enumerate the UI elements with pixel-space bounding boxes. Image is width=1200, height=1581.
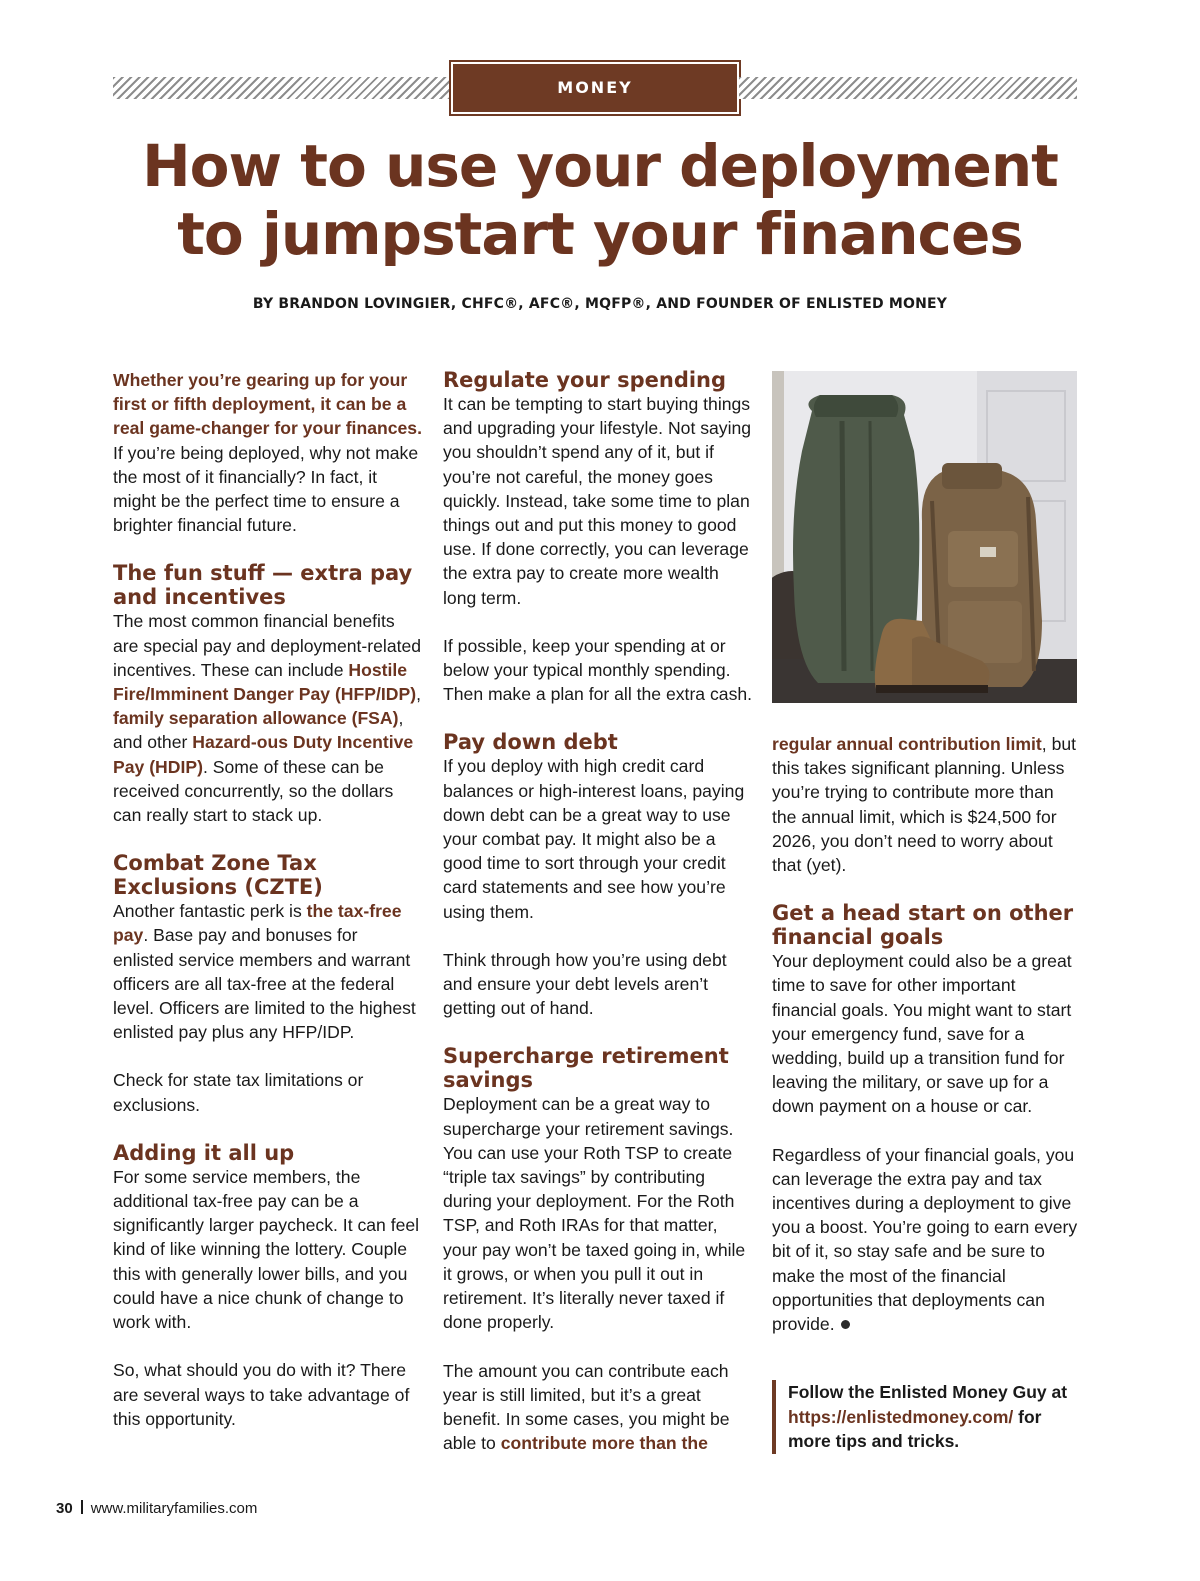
- column-3: [772, 368, 1082, 1360]
- section-label: MONEY: [453, 64, 737, 112]
- debt-paragraph-2: Think through how you’re using debt and ensure your debt levels aren’t getting out of hand.: [443, 949, 727, 1019]
- heading-czte: Combat Zone Tax Exclusions (CZTE): [113, 851, 323, 900]
- footer-divider: [81, 1500, 83, 1514]
- goals-paragraph-2: [772, 1143, 1082, 1337]
- text-run: , but this takes significant planning. Unless you’re trying to contribute more than the annual limit, which is $24,500 for 2026, you don’t need to worry about that (yet).: [772, 734, 1077, 876]
- text-run: , and other: [113, 708, 404, 753]
- hatch-divider-right: [739, 77, 1077, 99]
- text-run: . Base pay and bonuses for enlisted service members and warrant officers are all tax-free at the federal level. Officers are limited to the highest enlisted pay plus any HFP/IDP.: [113, 925, 416, 1043]
- regulate-paragraph-1: It can be tempting to start buying things and upgrading your lifestyle. Not saying you shouldn’t spend any of it, but if you’re not careful, the money goes quickly. Instead, take some time to plan things out and put this money to good use. If done correctly, you can leverage the extra pay to create more wealth long term.: [443, 394, 752, 608]
- adding-paragraph-2: So, what should you do with it? There are several ways to take advantage of this opportunity.: [113, 1360, 410, 1429]
- goals-paragraph-1: Your deployment could also be a great time to save for other important financial goals. You might want to start your emergency fund, save for a wedding, build up a transition fund for leaving the military, or save up for a down payment on a house or car.: [772, 951, 1072, 1117]
- article-headline: [60, 132, 1140, 268]
- text-run: Regardless of your financial goals, you can leverage the extra pay and tax incentives during a deployment to give you a boost. You’re going to earn every bit of it, so stay safe and be sure to make the most of the financial opportunities that deployments can provide.: [772, 1144, 1078, 1335]
- fun-stuff-paragraph: [113, 609, 423, 827]
- text-run: Another fantastic perk is: [113, 901, 307, 922]
- follow-callout: [772, 1380, 1077, 1454]
- retire-paragraph-2: [443, 1359, 753, 1456]
- czte-paragraph-2: Check for state tax limitations or exclusions.: [113, 1070, 364, 1115]
- page-number: 30: [56, 1500, 73, 1517]
- intro-paragraph: [113, 368, 423, 537]
- adding-paragraph-1: For some service members, the additional tax-free pay can be a significantly larger paycheck. It can feel kind of like winning the lottery. Couple this with generally lower bills, and you could have a nice chunk of change to work with.: [113, 1166, 420, 1333]
- retire-paragraph-1: Deployment can be a great way to supercharge your retirement savings. You can use your Roth TSP to create “triple tax savings” by contributing during your deployment. For the Roth TSP, and Roth IRAs for that matter, your pay won’t be taxed going in, while it grows, or when you pull it out in retirement. It’s literally never taxed if done properly.: [443, 1094, 746, 1333]
- column-1: [113, 368, 423, 1455]
- hatch-divider-left: [113, 77, 451, 99]
- link-hdip[interactable]: Hazard-ous Duty Incentive Pay (HDIP): [113, 732, 414, 777]
- link-contribute-more[interactable]: contribute more than the: [500, 1433, 708, 1454]
- intro-rest: If you’re being deployed, why not make the most of it financially? In fact, it might be the perfect time to ensure a brighter financial future.: [113, 442, 419, 536]
- link-hfp-idp[interactable]: Hostile Fire/Imminent Danger Pay (HFP/IDP): [113, 659, 417, 705]
- link-enlisted-money-url[interactable]: https://enlistedmoney.com/: [788, 1406, 1014, 1427]
- byline: BY BRANDON LOVINGIER, CHFC®, AFC®, MQFP®, AND FOUNDER OF ENLISTED MONEY: [252, 296, 948, 312]
- heading-regulate-spending: Regulate your spending: [443, 368, 727, 392]
- link-annual-contribution-limit[interactable]: regular annual contribution limit: [772, 734, 1042, 754]
- text-run: . Some of these can be received concurrently, so the dollars can really start to stack up.: [113, 756, 394, 826]
- text-run: ,: [416, 684, 421, 705]
- regulate-paragraph-2: If possible, keep your spending at or below your typical monthly spending. Then make a plan for all the extra cash.: [443, 635, 753, 705]
- text-run: The most common financial benefits are special pay and deployment-related incentives. These can include: [113, 611, 422, 680]
- heading-fun-stuff: The fun stuff — extra pay and incentives: [113, 561, 413, 610]
- column-2: [443, 368, 753, 1479]
- debt-paragraph-1: If you deploy with high credit card balances or high-interest loans, paying down debt can be a great way to use your combat pay. It might also be a good time to sort through your credit card statements and see how you’re using them.: [443, 756, 745, 922]
- text-run: Follow the Enlisted Money Guy at: [788, 1382, 1068, 1402]
- text-run: The amount you can contribute each year is still limited, but it’s a great benefit. In some cases, you might be able to: [443, 1360, 730, 1454]
- text-run: for more tips and tricks.: [788, 1406, 1042, 1451]
- headline-line-2: to jumpstart your finances: [177, 200, 1023, 268]
- footer-site-url[interactable]: www.militaryfamilies.com: [90, 1500, 258, 1517]
- link-fsa[interactable]: family separation allowance (FSA): [113, 708, 399, 729]
- contribution-paragraph: [772, 732, 1082, 877]
- heading-pay-down-debt: Pay down debt: [443, 730, 618, 755]
- end-of-article-bullet-icon: [841, 1320, 850, 1329]
- page-footer: [56, 1500, 257, 1517]
- heading-adding-it-up: Adding it all up: [113, 1140, 295, 1165]
- heading-supercharge-retirement: Supercharge retirement savings: [443, 1044, 729, 1093]
- czte-paragraph: [113, 899, 423, 1044]
- intro-lead: Whether you’re gearing up for your first or fifth deployment, it can be a real game-changer for your finances.: [113, 370, 422, 439]
- headline-line-1: How to use your deployment: [142, 132, 1058, 200]
- section-header: [113, 64, 1077, 112]
- heading-head-start-goals: Get a head start on other financial goals: [772, 901, 1074, 950]
- link-tax-free-pay[interactable]: the tax-free pay: [113, 901, 402, 946]
